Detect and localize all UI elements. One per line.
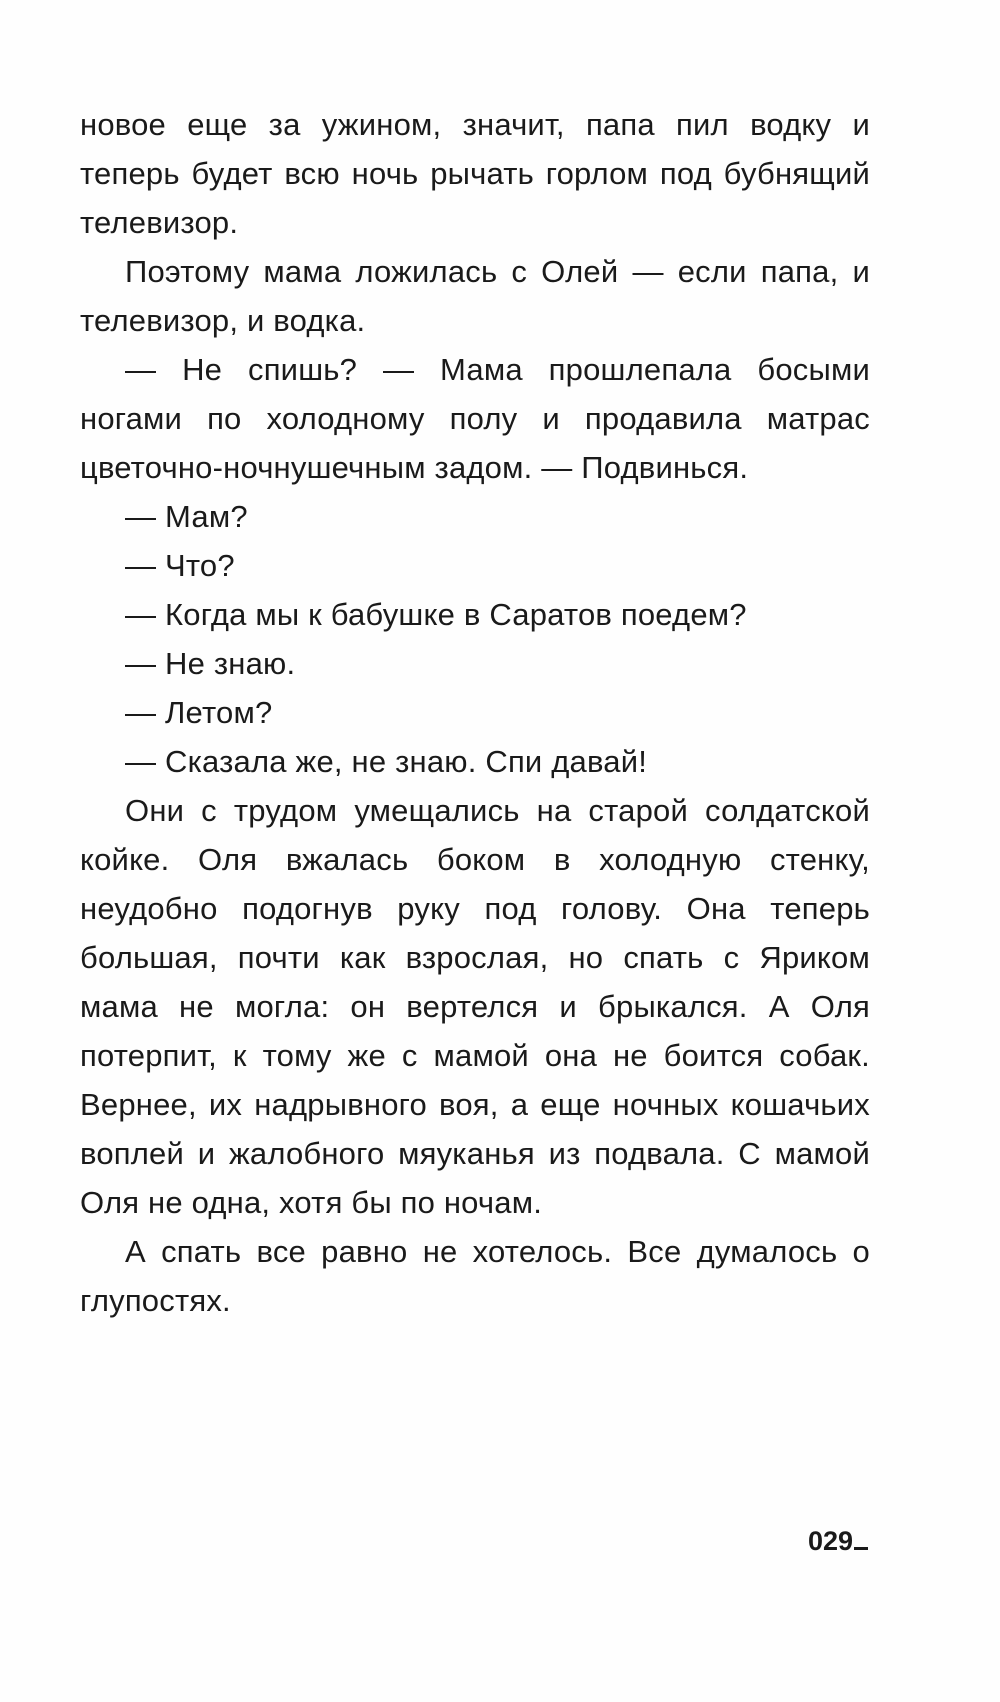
dialog-line: — Не спишь? — Мама прошлепала босыми ногами по холодному полу и продавила матрас цветочно-ночнушечным задом. — Подвинься. [80,352,870,485]
dialog-line: — Сказала же, не знаю. Спи давай! [125,744,648,779]
dialog-line: — Мам? [125,499,248,534]
page-number-text: 029 [808,1526,854,1556]
paragraph: Поэтому мама ложилась с Олей — если папа, и телевизор, и водка. [80,254,870,338]
dialog-line: — Не знаю. [125,646,296,681]
dialog-line: — Летом? [125,695,273,730]
paragraph: Они с трудом умещались на старой солдатской койке. Оля вжалась боком в холодную стенку, неудобно подогнув руку под голову. Она теперь большая, почти как взрослая, но спать с Яриком мама не могла: он вертелся и брыкался. А Оля потерпит, к тому же с мамой она не боится собак. Вернее, их надрывного воя, а еще ночных кошачьих воплей и жалобного мяуканья из подвала. С мамой Оля не одна, хотя бы по ночам. [80,793,870,1220]
body-text [80,100,870,1325]
page-number-underscore [854,1547,868,1550]
dialog-line: — Когда мы к бабушке в Саратов поедем? [125,597,747,632]
paragraph-continuation: новое еще за ужином, значит, папа пил водку и теперь будет всю ночь рычать горлом под бубнящий телевизор. [80,107,870,240]
paragraph: А спать все равно не хотелось. Все думалось о глупостях. [80,1234,870,1318]
page-number [808,1526,868,1557]
dialog-line: — Что? [125,548,235,583]
